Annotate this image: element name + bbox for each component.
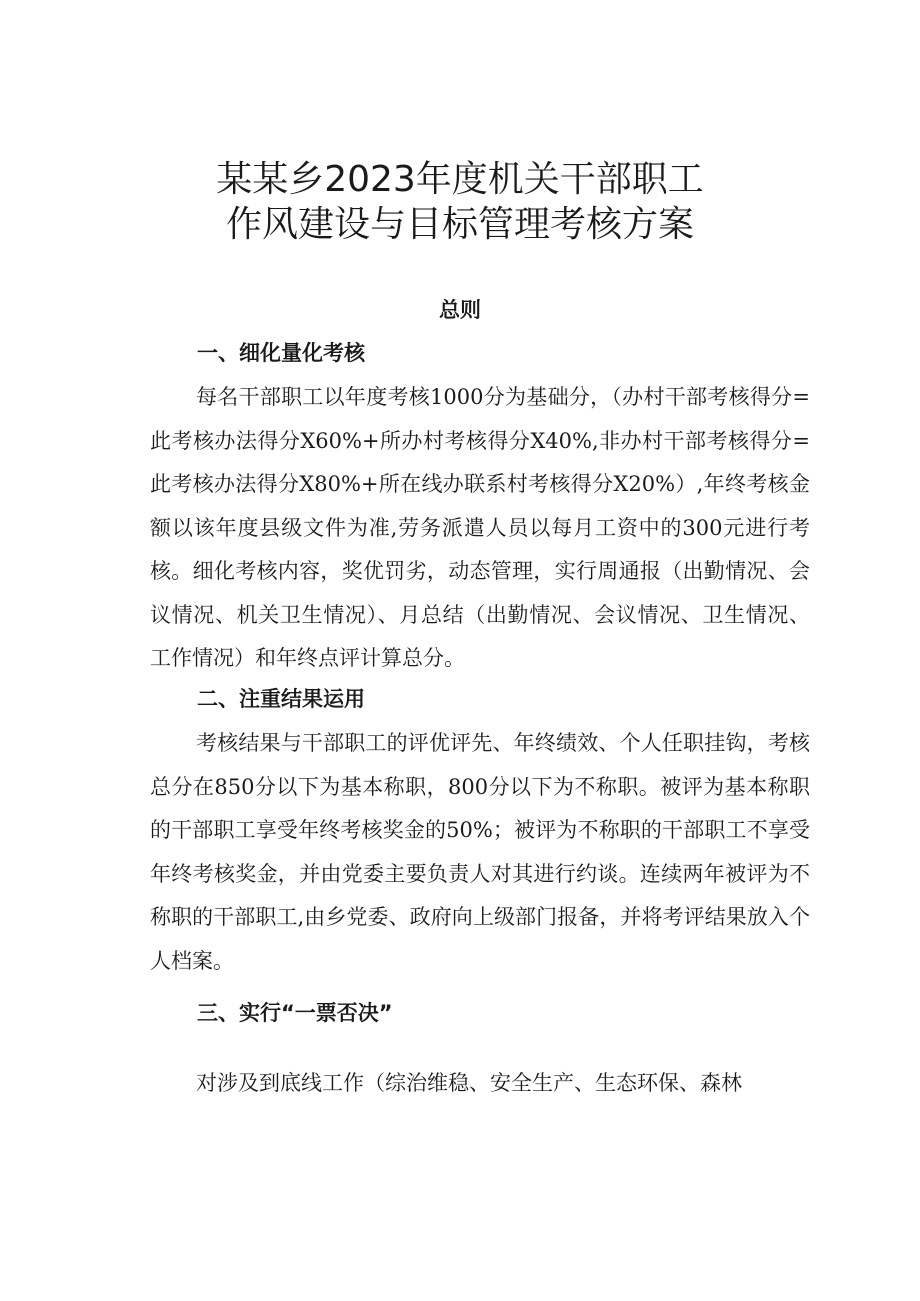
heading-quantified-assessment: 一、细化量化考核 [197, 341, 365, 365]
paragraph-one-vote-veto: 对涉及到底线工作（综治维稳、安全生产、生态环保、森林 [196, 1071, 742, 1095]
document-title-line-1: 某某乡2023年度机关干部职工 [216, 159, 704, 200]
section-title-general: 总则 [439, 298, 481, 322]
paragraph-quantified-assessment: 每名干部职工以年度考核1000分为基础分，（办村干部考核得分=此考核办法得分X60%+所办村考核得分X40%,非办村干部考核得分=此考核办法得分X80%+所在线办联系村考核得分X20%）,年终考核金额以该年度县级文件为准,劳务派遣人员以每月工资中的300元进行考核。细化考核内容，奖优罚劣，动态管理，实行周通报（出勤情况、会议情况、机关卫生情况）、月总结（出勤情况、会议情况、卫生情况、工作情况）和年终点评计算总分。 [150, 385, 810, 670]
heading-result-application: 二、注重结果运用 [197, 687, 365, 711]
document-title-line-2: 作风建设与目标管理考核方案 [225, 204, 694, 245]
heading-one-vote-veto: 三、实行“一票否决” [197, 1001, 393, 1025]
paragraph-result-application: 考核结果与干部职工的评优评先、年终绩效、个人任职挂钩，考核总分在850分以下为基本称职，800分以下为不称职。被评为基本称职的干部职工享受年终考核奖金的50%；被评为不称职的干部职工不享受年终考核奖金，并由党委主要负责人对其进行约谈。连续两年被评为不称职的干部职工,由乡党委、政府向上级部门报备，并将考评结果放入个人档案。 [150, 731, 810, 973]
